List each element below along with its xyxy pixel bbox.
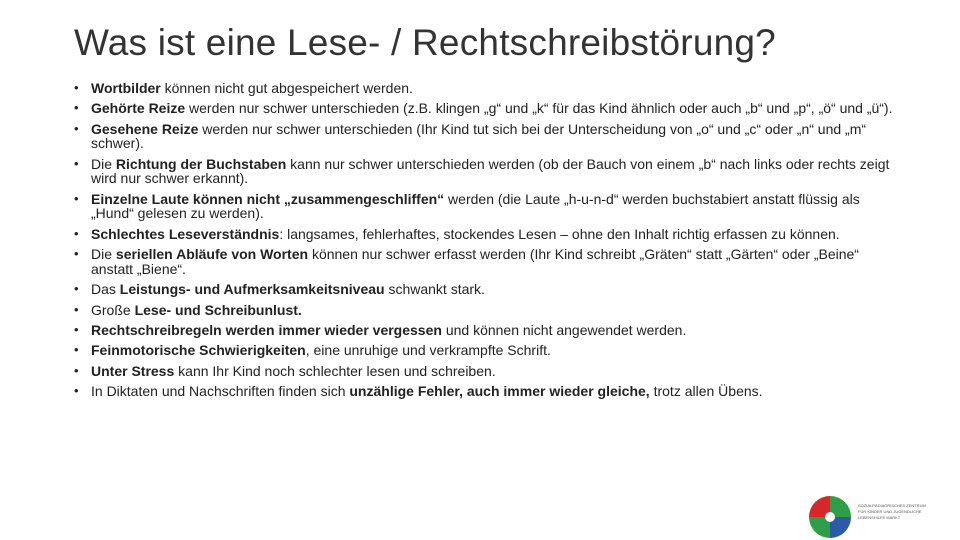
bullet-item [74, 247, 894, 276]
text: , eine unruhige und verkrampfte Schrift. [305, 342, 551, 359]
bold-text: Rechtschreibregeln werden immer wieder vergessen [91, 321, 442, 338]
bold-text: Wortbilder [91, 80, 161, 96]
bullet-list [74, 81, 894, 404]
bullet-item [74, 81, 894, 96]
text: werden nur schwer unterschieden (z.B. klingen „g“ und „k“ für das Kind ähnlich oder auch „b“ und „p“, „ö“ und „ü“). [185, 100, 893, 117]
bullet-item [74, 122, 894, 151]
text: In Diktaten und Nachschriften finden sich [91, 383, 350, 400]
text: Die [91, 155, 116, 172]
bold-text: Schlechtes Leseverständnis [91, 225, 280, 242]
bold-text: Leistungs- und Aufmerksamkeitsniveau [119, 281, 385, 298]
organization-logo [806, 493, 952, 540]
bold-text: Gesehene Reize [91, 120, 199, 137]
bold-text: seriellen Abläufe von Worten [115, 246, 309, 263]
text: werden nur schwer unterschieden (Ihr Kind tut sich bei der Unterscheidung von „o“ und „c“ oder „n“ und „m“ schwer). [91, 120, 867, 152]
bold-text: Richtung der Buchstaben [115, 155, 287, 172]
bullet-item [74, 343, 894, 358]
bullet-item [74, 227, 894, 242]
text: : langsames, fehlerhaftes, stockendes Lesen – ohne den Inhalt richtig erfassen zu können. [279, 225, 840, 242]
bold-text: Unter Stress [91, 362, 175, 379]
text: trotz allen Übens. [649, 383, 763, 400]
bullet-item [74, 384, 894, 399]
bullet-item [74, 157, 894, 186]
text: schwankt stark. [384, 281, 485, 298]
slide-title: Was ist eine Lese- / Rechtschreibstörung? [74, 22, 776, 63]
logo-line-1: SOZIALPÄDIAGRISCHES ZENTRUM [858, 503, 926, 508]
bold-text: Einzelne Laute können nicht „zusammengeschliffen“ [91, 190, 445, 207]
text: kann Ihr Kind noch schlechter lesen und schreiben. [174, 362, 496, 379]
puzzle-logo-icon [809, 496, 851, 538]
text: können nur schwer erfasst werden (Ihr Kind schreibt „Gräten“ statt „Gärten“ oder „Beine“ anstatt „Biene“. [91, 246, 859, 277]
bullet-item [74, 303, 894, 318]
logo-line-3: LEBENSHILFE MARKT [858, 515, 901, 520]
bold-text: Lese- und Schreibunlust. [134, 301, 302, 318]
bullet-item [74, 282, 894, 297]
logo-line-2: FÜR KINDER UND JUGENDLICHE [858, 509, 922, 514]
bullet-item [74, 323, 894, 338]
bullet-item [74, 192, 894, 221]
bold-text: Feinmotorische Schwierigkeiten [91, 342, 306, 359]
text: und können nicht angewendet werden. [441, 321, 687, 338]
text: Das [91, 281, 120, 298]
bullet-item [74, 364, 894, 379]
text: werden (die Laute „h-u-n-d“ werden buchstabiert anstatt flüssig als „Hund“ gelesen zu werden). [91, 190, 860, 222]
text: Die [91, 246, 116, 263]
bold-text: unzählige Fehler, auch immer wieder gleiche, [349, 383, 650, 400]
bullet-item [74, 101, 894, 116]
bold-text: Gehörte Reize [91, 100, 186, 117]
text: Große [91, 301, 135, 318]
text: kann nur schwer unterschieden werden (ob der Bauch von einem „b“ nach links oder rechts zeigt wird nur schwer erkannt). [91, 155, 890, 187]
text: können nicht gut abgespeichert werden. [160, 80, 413, 96]
